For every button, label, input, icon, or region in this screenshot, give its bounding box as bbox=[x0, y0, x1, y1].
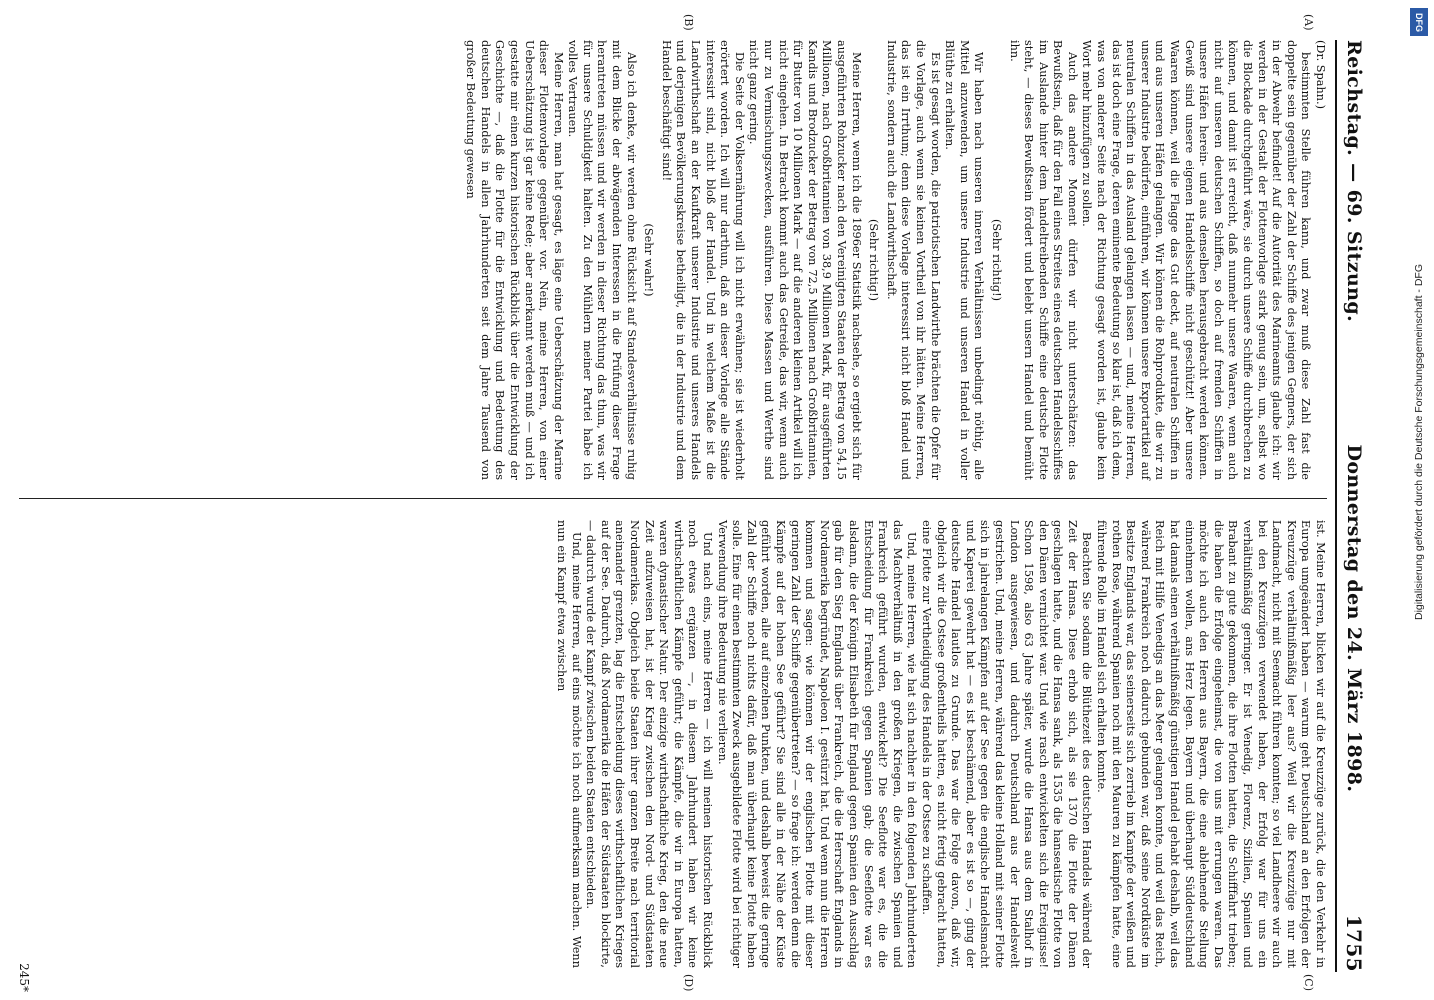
paragraph: Es ist gesagt worden, die patriotischen Landwirthe brächten die Opfer für die Vorlage, auch wenn sie keinen Vortheil von ihr hätten. Meine Herren, das ist ein Irrthum; denn diese Vorlage interessirt nicht bloß Handel und Industrie, sondern auch die Landwirthschaft. bbox=[884, 40, 942, 480]
interjection: (Sehr richtig!) bbox=[867, 218, 881, 302]
header-left: Reichstag. — 69. Sitzung. bbox=[1343, 40, 1365, 323]
page-header bbox=[1335, 40, 1371, 972]
paragraph: ist. Meine Herren, blicken wir auf die Kreuzzüge zurück, die den Verkehr in Europa umgeändert haben — warum geht Deutschland an den Erfolgen der Kreuzzüge verhältnißmäßig leer aus? Weil wir die Kreuzzüge nur mit Landmacht, nicht mit Seemacht führen konnten; so viel Landheere wir auch bei den Kreuzzügen verwendet haben, der Erfolg war für uns ein verhältnißmäßig geringer. Er ist Venedig, Florenz, Sizilien, Spanien und Brabant zu gute gekommen, die ihre Flotten hatten, die Schifffahrt trieben; die haben die Erfolge eingeheimst, die von uns mit errungen waren. Das möchte ich auch den Herren aus Bayern, die eine ablehnende Stellung einnehmen wollen, ans Herz legen. Bayern und überhaupt Süddeutschland hat damals einen verhältnißmäßig günstigen Handel gehabt deshalb, weil das Reich mit Hilfe Venedigs an das Meer gelangen konnte, und weil das Reich, während Frankreich noch dadurch gebunden war, daß seine Nordküste im Besitze Englands war, das seinerseits sich zerrieb im Kampfe der weißen und rothen Rose, während Spanien noch mit den Mauren zu kämpfen hatte, eine führende Rolle im Handel sich erhalten konnte. bbox=[1095, 520, 1327, 968]
margin-marker-a: (A) bbox=[1302, 14, 1315, 31]
paragraph: Die Seite der Volksernährung will ich nicht erwähnen; sie ist wiederholt erörtert worden. Ich will nur darthun, daß an dieser Vorlage alle Stände interessirt sind, nicht bloß der Handel. Und in welchem Maße ist die Landwirthschaft an der Kaufkraft unserer Industrie und unseres Handels und derjenigen Bevölkerungskreise betheiligt, die in der Industrie und dem Handel beschäftigt sind! bbox=[659, 40, 746, 480]
interjection: (Sehr richtig!) bbox=[989, 218, 1003, 302]
page-number: 1755 bbox=[1342, 914, 1366, 972]
margin-marker-c: (C) bbox=[1302, 974, 1315, 991]
newspaper-page bbox=[5, 0, 1385, 1000]
paragraph: Wir haben nach unseren inneren Verhältnissen unbedingt nöthig, alle Mittel anzuwenden, um unsere Industrie und unseren Handel in voller Blüthe zu erhalten. bbox=[943, 40, 986, 480]
paragraph: Und, meine Herren, auf eins möchte ich noch aufmerksam machen. Wenn nun ein Kampf etwa zwischen bbox=[555, 520, 583, 968]
paragraph: Und, meine Herren, wie hat sich nachher in den folgenden Jahrhunderten das Machtverhältniß in den großen Kriegen, die zwischen Spanien und Frankreich geführt wurden, entwickelt? Die Seeflotte war es, die die Entscheidung für Frankreich gegen Spanien gab; die Seeflotte war es alsdann, die der Königin Elisabeth für England gegen Spanien den Ausschlag gab für den Sieg Englands über Frankreich, die die Herrschaft Englands in Nordamerika begründet, Napoleon I. gestürzt hat. Und wenn nun die Herren kommen und sagen: wie können wir der englischen Flotte mit dieser geringen Zahl der Schiffe gegenübertreten? — so frage ich: werden denn die Kämpfe auf der hohen See geführt? Sie sind alle in der Nähe der Küste geführt worden, alle auf einzelnen Punkten, und deshalb beweist die geringe Zahl der Schiffe noch nichts dafür, daß man überhaupt keine Flotte haben solle. Eine für einen bestimmten Zweck ausgebildete Flotte wird bei richtiger Verwendung ihre Bedeutung nie verlieren. bbox=[715, 520, 919, 968]
interjection: (Sehr wahr!) bbox=[642, 223, 656, 297]
right-column bbox=[554, 520, 1327, 968]
paragraph: Und nach eins, meine Herren — ich will meinen historischen Rückblick noch etwas ergänzen —, in diesem Jahrhundert haben wir keine wirthschaftlichen Kämpfe geführt; die Kämpfe, die wir in Europa hatten, waren dynastischer Natur. Der einzige wirthschaftliche Krieg, den die neue Zeit aufzuweisen hat, ist der Krieg zwischen den Nord- und Südstaaten Nordamerikas. Obgleich beide Staaten ihrer ganzen Breite nach territorial aneinander grenzten, lag die Entscheidung dieses wirthschaftlichen Krieges auf der See. Dadurch, daß Nordamerika die Häfen der Südstaaten blockirte, — dadurch wurde der Kampf zwischen beiden Staaten entschieden. bbox=[584, 520, 715, 968]
column-divider bbox=[19, 498, 1327, 499]
dfg-logo: DFG bbox=[1410, 8, 1428, 36]
margin-marker-b: (B) bbox=[682, 14, 695, 31]
speaker-label: (Dr. Spahn.) bbox=[1314, 40, 1327, 110]
paragraph: Also ich denke, wir werden ohne Rücksicht auf Standesverhältnisse ruhig mit dem Blicke der abwägenden Interessen in die Prüfung dieser Frage herantreten müssen und wir werden in dieser Richtung das thun, was wir für unsere Schuldigkeit halten. Zu den Mühlern meiner Partei habe ich volles Vertrauen. bbox=[566, 40, 638, 480]
paragraph: Beachten Sie sodann die Blüthezeit des deutschen Handels während der Zeit der Hansa. Diese erhob sich, als sie 1370 die Flotte der Dänen geschlagen hatte, und die Hansa sank, als 1535 die hanseatische Flotte von den Dänen vernichtet war. Und wie rasch entwickelten sich die Ereignisse! Schon 1598, also 63 Jahre später, wurde die Hansa aus dem Stalhof in London ausgewiesen, und dadurch Deutschland aus der Handelswelt gestrichen. Und, meine Herren, während das kleine Holland mit seiner Flotte sich in jahrelangen Kämpfen auf der See gegen die englische Handelsmacht und Kaperei gewehrt hat — es ist beschämend, aber es ist so —, ging der deutsche Handel lautlos zu Grunde. Das war die Folge davon, daß wir, obgleich wir die Ostsee großentheils hatten, es nicht fertig gebracht hatten, eine Flotte zur Vertheidigung des Handels in der Ostsee zu schaffen. bbox=[919, 520, 1094, 968]
paragraph: Meine Herren, man hat gesagt, es läge eine Ueberschätzung der Marine dieser Flottenvorlage gegenüber vor. Nein, meine Herren, von einer Ueberschätzung ist gar keine Rede; aber anerkannt werden muß — und ich gestatte mir einen kurzen historischen Rückblick über die Entwicklung der Geschichte —, daß die Flotte für die Entwicklung und Bedeutung des deutschen Handels in allen Jahrhunderten seit dem Jahre Tausend von großer Bedeutung gewesen bbox=[464, 40, 565, 480]
paragraph: Auch das andere Moment dürfen wir nicht unterschätzen: das Bewußtsein, daß für den Fall eines Streites eines deutschen Handelsschiffes im Auslande hinter dem handeltreibenden Schiffe eine deutsche Flotte steht, — dieses Bewußtsein fördert und belebt unsern Handel und bemüht ihn. bbox=[1007, 40, 1079, 480]
left-column bbox=[463, 40, 1327, 480]
paragraph: Meine Herren, wenn ich die 1896er Statistik nachsehe, so ergiebt sich für ausgeführten Rohzucker nach den Vereinigten Staaten der Betrag von 54,15 Millionen, nach Großbritannien von 38,9 Millionen Mark, für ausgeführten Kandis und Brodzucker der Betrag von 72,5 Millionen nach Großbritannien, für Butter von 10 Millionen Mark — auf die anderen kleinen Artikel will ich nicht eingehen. In Betracht kommt auch das Getreide, das wir, wenn auch nur zu Vermischungszwecken, ausführen. Diese Massen und Werthe sind nicht ganz gering. bbox=[747, 40, 863, 480]
header-date: Donnerstag den 24. März 1898. bbox=[1343, 444, 1365, 793]
signature-mark: 245* bbox=[17, 963, 31, 992]
margin-marker-d: (D) bbox=[682, 974, 695, 992]
digitization-note: Digitalisierung gefördert durch die Deutsche Forschungsgemeinschaft - DFG bbox=[1413, 263, 1425, 620]
paragraph: bestimmten Stelle führen kann, und zwar muß diese Zahl fast die doppelte sein gegenüber der Zahl der Schiffe des jenigen Gegners, der sich in der Abwehr befindet! Auf die Autorität des Marineamts glaube ich: wir werden in der Gestalt der Flottenvorlage stark genug sein, um, selbst wo die Blockade durchgeführt wäre, sie durch unsere Schiffe durchbrechen zu können, und damit ist erreicht, daß nunmehr unsere Waaren, wenn auch nicht auf unseren deutschen Schiffen, so doch auf fremden Schiffen in unsere Häfen herein- und aus denselben herausgebracht werden können. Gewiß sind unsere eigenen Handelsschiffe nicht geschützt! Aber unsere Waaren können, weil die Flagge das Gut deckt, auf neutralen Schiffen in und aus unseren Häfen gelangen. Wir können die Rohprodukte, die wir zu unserer Industrie bedürfen, einführen, wir können unsere Exportartikel auf neutralen Schiffen in das Ausland gelangen lassen — und, meine Herren, das ist doch eine Frage, deren eminente Bedeutung so klar ist, daß ich dem, was von anderer Seite nach der Richtung gesagt worden ist, glaube kein Wort mehr hinzufügen zu sollen. bbox=[1080, 40, 1313, 480]
